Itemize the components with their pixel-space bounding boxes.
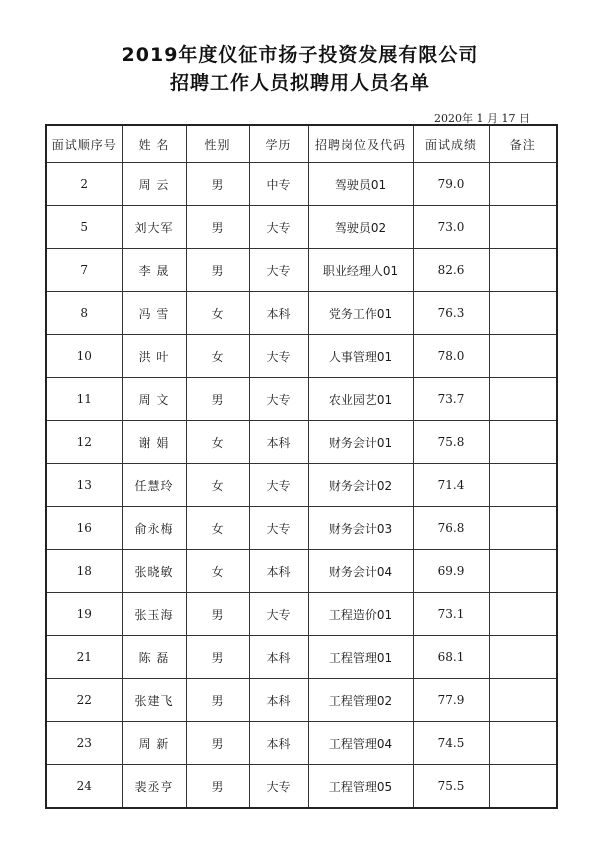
- cell-gender: 男: [186, 679, 249, 722]
- cell-gender: 女: [186, 421, 249, 464]
- cell-gender: 男: [186, 163, 249, 206]
- cell-gender: 女: [186, 464, 249, 507]
- cell-position: 工程管理02: [308, 679, 413, 722]
- cell-remark: [489, 163, 557, 206]
- cell-score: 79.0: [413, 163, 489, 206]
- cell-name: 张晓敏: [122, 550, 186, 593]
- cell-name: 周 云: [122, 163, 186, 206]
- table-row: [46, 550, 557, 593]
- table-header: [46, 125, 557, 163]
- cell-name: 陈 磊: [122, 636, 186, 679]
- cell-order: 13: [46, 464, 122, 507]
- cell-position: 财务会计03: [308, 507, 413, 550]
- cell-remark: [489, 421, 557, 464]
- table-row: [46, 249, 557, 292]
- cell-name: 张玉海: [122, 593, 186, 636]
- cell-remark: [489, 249, 557, 292]
- cell-position: 党务工作01: [308, 292, 413, 335]
- cell-gender: 男: [186, 593, 249, 636]
- cell-order: 18: [46, 550, 122, 593]
- cell-order: 19: [46, 593, 122, 636]
- document-date: 2020年 1 月 17 日: [434, 112, 530, 125]
- cell-education: 大专: [249, 593, 308, 636]
- cell-gender: 男: [186, 249, 249, 292]
- cell-education: 本科: [249, 636, 308, 679]
- cell-remark: [489, 679, 557, 722]
- cell-education: 本科: [249, 421, 308, 464]
- cell-remark: [489, 507, 557, 550]
- table-row: [46, 292, 557, 335]
- cell-education: 大专: [249, 507, 308, 550]
- cell-remark: [489, 378, 557, 421]
- cell-position: 财务会计02: [308, 464, 413, 507]
- cell-score: 75.5: [413, 765, 489, 809]
- cell-education: 大专: [249, 249, 308, 292]
- cell-name: 谢 娟: [122, 421, 186, 464]
- cell-order: 2: [46, 163, 122, 206]
- cell-education: 本科: [249, 550, 308, 593]
- header-score: 面试成绩: [413, 125, 489, 163]
- cell-education: 大专: [249, 335, 308, 378]
- header-row: [46, 125, 557, 163]
- table-row: [46, 335, 557, 378]
- cell-position: 财务会计04: [308, 550, 413, 593]
- cell-remark: [489, 765, 557, 809]
- cell-name: 李 晟: [122, 249, 186, 292]
- table-row: [46, 722, 557, 765]
- cell-score: 73.1: [413, 593, 489, 636]
- cell-gender: 男: [186, 722, 249, 765]
- table-body: [46, 163, 557, 809]
- table-row: [46, 378, 557, 421]
- cell-position: 工程管理04: [308, 722, 413, 765]
- cell-education: 大专: [249, 765, 308, 809]
- header-remark: 备注: [489, 125, 557, 163]
- table-row: [46, 593, 557, 636]
- cell-position: 驾驶员02: [308, 206, 413, 249]
- header-education: 学历: [249, 125, 308, 163]
- cell-education: 大专: [249, 464, 308, 507]
- cell-gender: 女: [186, 550, 249, 593]
- document-title-line-2: 招聘工作人员拟聘用人员名单: [169, 72, 430, 94]
- cell-remark: [489, 292, 557, 335]
- cell-name: 刘大军: [122, 206, 186, 249]
- cell-position: 财务会计01: [308, 421, 413, 464]
- table-row: [46, 163, 557, 206]
- cell-score: 75.8: [413, 421, 489, 464]
- cell-score: 69.9: [413, 550, 489, 593]
- cell-order: 21: [46, 636, 122, 679]
- document-title-line-1: 2019年度仪征市扬子投资发展有限公司: [121, 44, 479, 66]
- table-row: [46, 421, 557, 464]
- cell-remark: [489, 722, 557, 765]
- cell-remark: [489, 206, 557, 249]
- cell-gender: 男: [186, 206, 249, 249]
- cell-name: 张建飞: [122, 679, 186, 722]
- table-row: [46, 636, 557, 679]
- cell-remark: [489, 335, 557, 378]
- cell-gender: 男: [186, 765, 249, 809]
- cell-score: 68.1: [413, 636, 489, 679]
- cell-position: 农业园艺01: [308, 378, 413, 421]
- cell-order: 8: [46, 292, 122, 335]
- cell-remark: [489, 593, 557, 636]
- cell-order: 5: [46, 206, 122, 249]
- cell-score: 74.5: [413, 722, 489, 765]
- cell-position: 工程管理01: [308, 636, 413, 679]
- cell-gender: 女: [186, 292, 249, 335]
- cell-name: 裴丞亨: [122, 765, 186, 809]
- cell-position: 职业经理人01: [308, 249, 413, 292]
- cell-position: 工程造价01: [308, 593, 413, 636]
- cell-score: 76.3: [413, 292, 489, 335]
- cell-gender: 女: [186, 507, 249, 550]
- cell-education: 本科: [249, 679, 308, 722]
- cell-score: 77.9: [413, 679, 489, 722]
- table-row: [46, 464, 557, 507]
- cell-name: 周 新: [122, 722, 186, 765]
- cell-order: 12: [46, 421, 122, 464]
- header-name: 姓 名: [122, 125, 186, 163]
- cell-score: 71.4: [413, 464, 489, 507]
- cell-gender: 男: [186, 636, 249, 679]
- table-row: [46, 206, 557, 249]
- cell-education: 本科: [249, 722, 308, 765]
- cell-score: 73.7: [413, 378, 489, 421]
- cell-name: 洪 叶: [122, 335, 186, 378]
- cell-order: 7: [46, 249, 122, 292]
- cell-order: 22: [46, 679, 122, 722]
- header-gender: 性别: [186, 125, 249, 163]
- cell-position: 驾驶员01: [308, 163, 413, 206]
- table-row: [46, 507, 557, 550]
- cell-name: 俞永梅: [122, 507, 186, 550]
- cell-order: 23: [46, 722, 122, 765]
- cell-remark: [489, 464, 557, 507]
- table-row: [46, 765, 557, 809]
- cell-score: 76.8: [413, 507, 489, 550]
- cell-education: 大专: [249, 206, 308, 249]
- cell-order: 24: [46, 765, 122, 809]
- cell-name: 任慧玲: [122, 464, 186, 507]
- hiring-roster-table: [45, 124, 558, 809]
- cell-gender: 女: [186, 335, 249, 378]
- cell-gender: 男: [186, 378, 249, 421]
- cell-score: 82.6: [413, 249, 489, 292]
- cell-name: 周 文: [122, 378, 186, 421]
- cell-education: 大专: [249, 378, 308, 421]
- cell-position: 工程管理05: [308, 765, 413, 809]
- header-order: 面试顺序号: [46, 125, 122, 163]
- cell-education: 中专: [249, 163, 308, 206]
- cell-remark: [489, 636, 557, 679]
- cell-order: 10: [46, 335, 122, 378]
- header-position: 招聘岗位及代码: [308, 125, 413, 163]
- cell-score: 73.0: [413, 206, 489, 249]
- cell-order: 11: [46, 378, 122, 421]
- cell-position: 人事管理01: [308, 335, 413, 378]
- cell-name: 冯 雪: [122, 292, 186, 335]
- table-row: [46, 679, 557, 722]
- cell-order: 16: [46, 507, 122, 550]
- cell-remark: [489, 550, 557, 593]
- cell-education: 本科: [249, 292, 308, 335]
- cell-score: 78.0: [413, 335, 489, 378]
